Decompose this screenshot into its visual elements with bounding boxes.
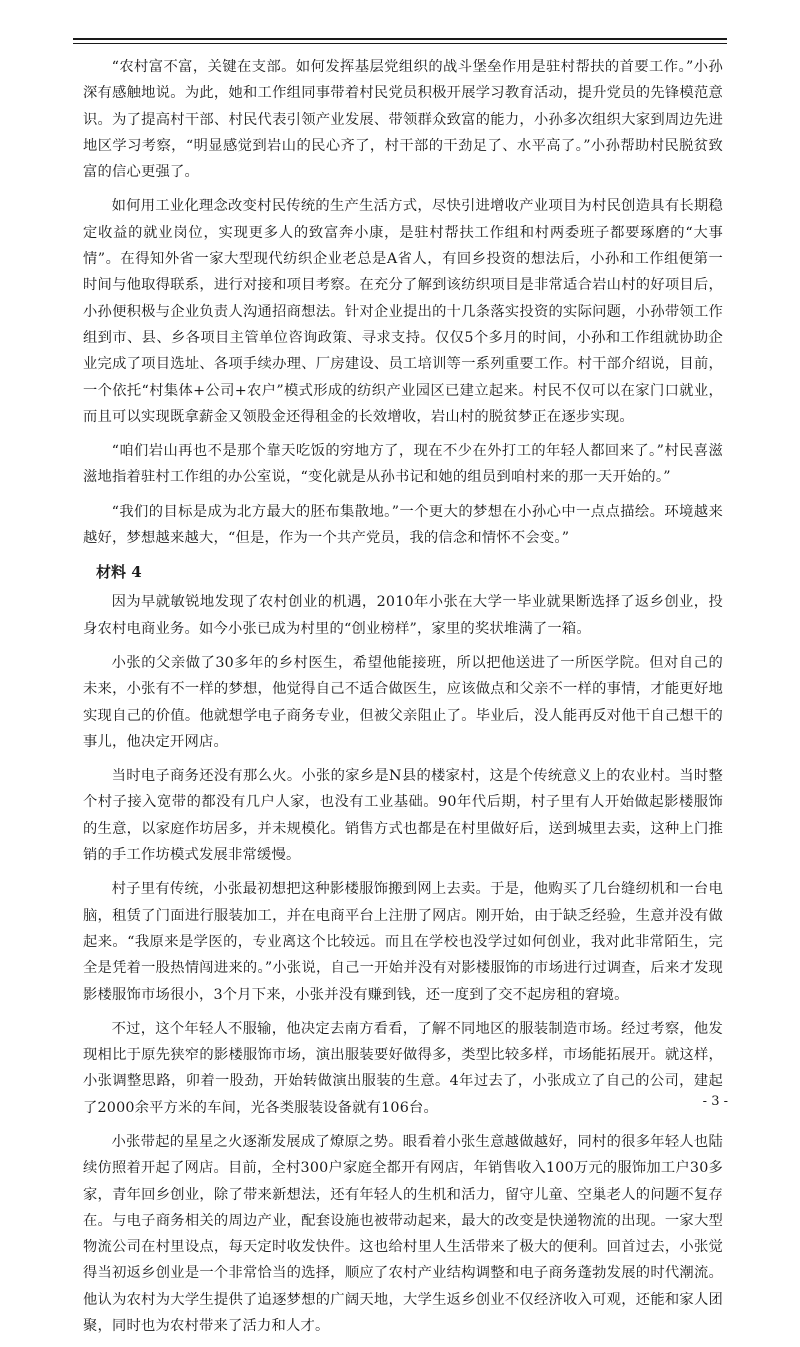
header-rule-thick	[73, 38, 727, 40]
paragraph: 小张带起的星星之火逐渐发展成了燎原之势。眼看着小张生意越做越好，同村的很多年轻人也陆续仿照着开起了网店。目前，全村300户家庭全都开有网店，年销售收入100万元的服饰加工户30多家，青年回乡创业，除了带来新想法，还有年轻人的生机和活力，留守儿童、空巢老人的问题不复存在。与电子商务相关的周边产业，配套设施也被带动起来，最大的改变是快递物流的出现。一家大型物流公司在村里设点，每天定时收发快件。这也给村里人生活带来了极大的便利。回首过去，小张觉得当初返乡创业是一个非常恰当的选择，顺应了农村产业结构调整和电子商务蓬勃发展的时代潮流。他认为农村为大学生提供了追逐梦想的广阔天地，大学生返乡创业不仅经济收入可观，还能和家人团聚，同时也为农村带来了活力和人才。	[83, 1133, 723, 1335]
paragraph: 村子里有传统，小张最初想把这种影楼服饰搬到网上去卖。于是，他购买了几台缝纫机和一台电脑，租赁了门面进行服装加工，并在电商平台上注册了网店。刚开始，由于缺乏经验，生意并没有做起来。“我原来是学医的，专业离这个比较远。而且在学校也没学过如何创业，我对此非常陌生，完全是凭着一股热情闯进来的。”小张说，自己一开始并没有对影楼服饰的市场进行过调查，后来才发现影楼服饰市场很小，3个月下来，小张并没有赚到钱，还一度到了交不起房租的窘境。	[83, 881, 723, 1003]
section-heading: 材料 4	[96, 563, 142, 582]
document-body	[83, 54, 723, 1347]
paragraph: 如何用工业化理念改变村民传统的生产生活方式，尽快引进增收产业项目为村民创造具有长期稳定收益的就业岗位，实现更多人的致富奔小康，是驻村帮扶工作组和村两委班子都要琢磨的“大事情”。在得知外省一家大型现代纺织企业老总是A省人，有回乡投资的想法后，小孙和工作组便第一时间与他取得联系，进行对接和项目考察。在充分了解到该纺织项目是非常适合岩山村的好项目后，小孙便积极与企业负责人沟通招商想法。针对企业提出的十几条落实投资的实际问题，小孙带领工作组到市、县、乡各项目主管单位咨询政策、寻求支持。仅仅5个多月的时间，小孙和工作组就协助企业完成了项目选址、各项手续办理、厂房建设、员工培训等一系列重要工作。村干部介绍说，目前，一个依托“村集体+公司+农户”模式形成的纺织产业园区已建立起来。村民不仅可以在家门口就业，而且可以实现既拿薪金又领股金还得租金的长效增收，岩山村的脱贫梦正在逐步实现。	[83, 198, 723, 425]
paragraph: 小张的父亲做了30多年的乡村医生，希望他能接班，所以把他送进了一所医学院。但对自己的未来，小张有不一样的梦想，他觉得自己不适合做医生，应该做点和父亲不一样的事情，才能更好地实现自己的价值。他就想学电子商务专业，但被父亲阻止了。毕业后，没人能再反对他干自己想干的事儿，他决定开网店。	[83, 654, 723, 750]
paragraph: “我们的目标是成为北方最大的胚布集散地。”一个更大的梦想在小孙心中一点点描绘。环境越来越好，梦想越来越大，“但是，作为一个共产党员，我的信念和情怀不会变。”	[83, 503, 723, 547]
paragraph: “农村富不富，关键在支部。如何发挥基层党组织的战斗堡垒作用是驻村帮扶的首要工作。”小孙深有感触地说。为此，她和工作组同事带着村民党员积极开展学习教育活动，提升党员的先锋模范意识。为了提高村干部、村民代表引领产业发展、带领群众致富的能力，小孙多次组织大家到周边先进地区学习考察，“明显感觉到岩山的民心齐了，村干部的干劲足了、水平高了。”小孙帮助村民脱贫致富的信心更强了。	[83, 59, 723, 181]
paragraph: 不过，这个年轻人不服输，他决定去南方看看，了解不同地区的服装制造市场。经过考察，他发现相比于原先狭窄的影楼服饰市场，演出服装要好做得多，类型比较多样，市场能拓展开。就这样，小张调整思路，卯着一股劲，开始转做演出服装的生意。4年过去了，小张成立了自己的公司，建起了2000余平方米的车间，光各类服装设备就有106台。	[83, 1020, 723, 1116]
paragraph: 当时电子商务还没有那么火。小张的家乡是N县的楼家村，这是个传统意义上的农业村。当时整个村子接入宽带的都没有几户人家，也没有工业基础。90年代后期，村子里有人开始做起影楼服饰的生意，以家庭作坊居多，并未规模化。销售方式也都是在村里做好后，送到城里去卖，这种上门推销的手工作坊模式发展非常缓慢。	[83, 768, 723, 864]
paragraph: “咱们岩山再也不是那个靠天吃饭的穷地方了，现在不少在外打工的年轻人都回来了。”村民喜滋滋地指着驻村工作组的办公室说，“变化就是从孙书记和她的组员到咱村来的那一天开始的。”	[83, 443, 723, 486]
paragraph: 因为早就敏锐地发现了农村创业的机遇，2010年小张在大学一毕业就果断选择了返乡创业，投身农村电商业务。如今小张已成为村里的“创业榜样”，家里的奖状堆满了一箱。	[83, 594, 723, 637]
page-number: - 3 -	[702, 1094, 728, 1109]
header-rule-thin	[73, 43, 727, 44]
